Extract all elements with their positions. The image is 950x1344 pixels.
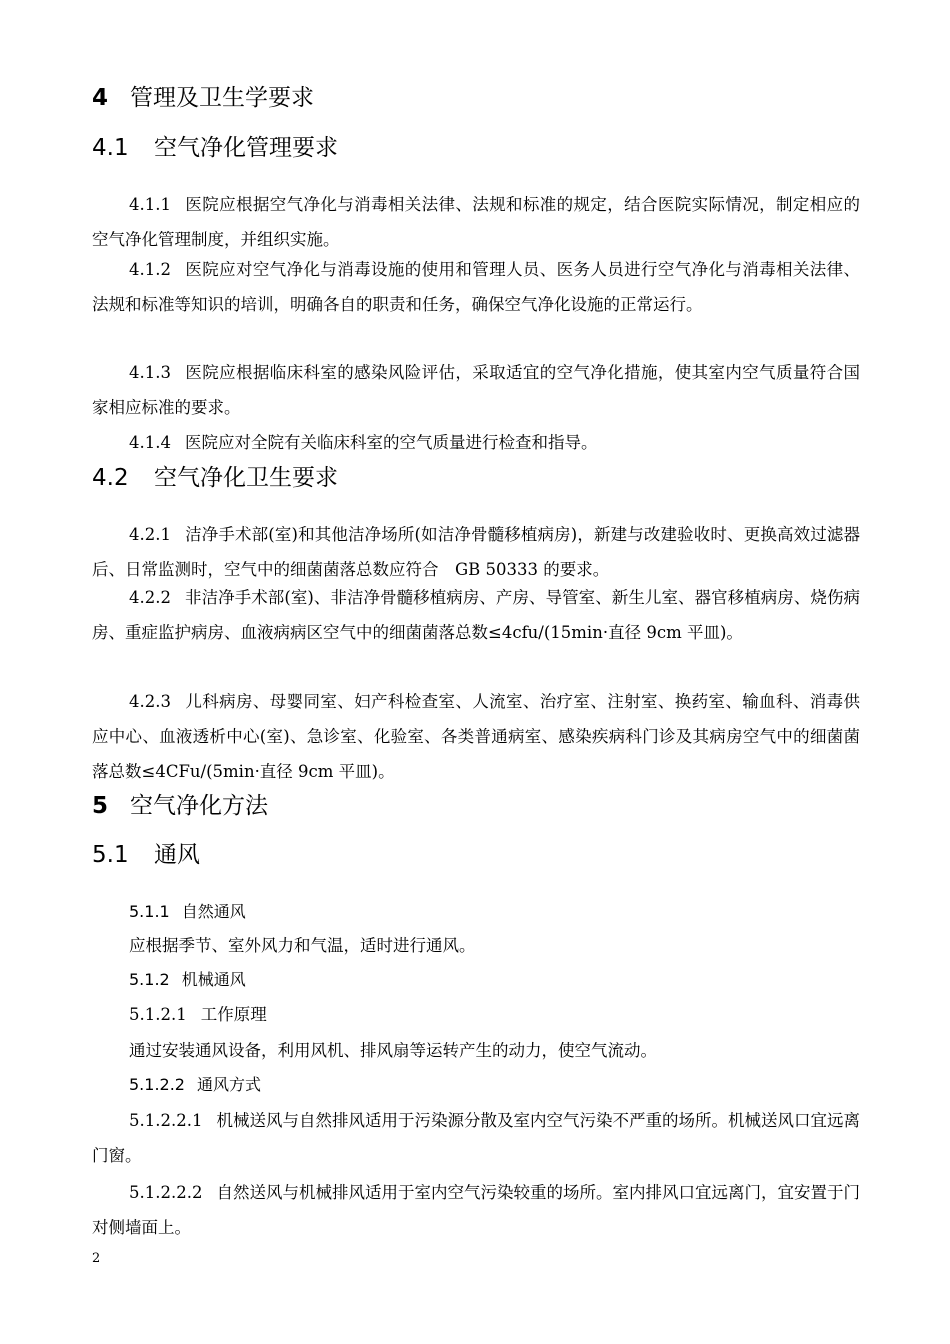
paragraph-4-1-3 [92,355,860,425]
clause-number: 4.2.3 [129,692,171,711]
paragraph-4-2-3 [92,684,860,789]
section-number: 5.1.2.2 [129,1075,185,1094]
section-number: 4.2 [92,465,129,491]
paragraph-4-1-2 [92,252,860,322]
clause-number: 4.1.1 [129,195,171,214]
section-number: 4 [92,85,109,111]
heading-section-5-1 [92,840,200,870]
section-number: 5.1.2 [129,970,170,989]
paragraph-4-1-4 [92,425,860,460]
clause-number: 4.1.3 [129,363,171,382]
clause-number: 4.1.2 [129,260,171,279]
section-title: 空气净化方法 [130,793,268,819]
clause-text: 非洁净手术部(室)、非洁净骨髓移植病房、产房、导管室、新生儿室、器官移植病房、烧伤病房、重症监护病房、血液病病区空气中的细菌菌落总数≤4cfu/(15min·直径 9cm 平皿)。 [92,588,860,642]
section-number: 5.1 [92,842,129,868]
section-number: 5.1.1 [129,902,170,921]
clause-text: 机械送风与自然排风适用于污染源分散及室内空气污染不严重的场所。机械送风口宜远离门窗。 [92,1111,860,1165]
section-number: 5 [92,793,109,819]
paragraph-5-1-2-1 [129,1033,657,1068]
heading-section-5-1-2-2 [129,1073,261,1097]
clause-number: 5.1.2.2.1 [129,1111,203,1130]
section-title: 通风 [154,842,200,868]
clause-number: 5.1.2.2.2 [129,1183,203,1202]
section-number: 5.1.2.1 [129,1005,187,1024]
page-number: 2 [92,1251,101,1266]
clause-text: 医院应根据临床科室的感染风险评估，采取适宜的空气净化措施，使其室内空气质量符合国家相应标准的要求。 [92,363,860,417]
heading-section-4 [92,83,314,113]
heading-section-4-1 [92,133,338,163]
heading-section-5-1-2 [129,968,246,992]
clause-number: 4.1.4 [129,433,171,452]
section-title: 自然通风 [181,902,246,921]
heading-section-5 [92,791,268,821]
section-title: 通风方式 [196,1075,261,1094]
paragraph-5-1-1 [129,928,476,963]
section-number: 4.1 [92,135,129,161]
section-title: 机械通风 [181,970,246,989]
section-title: 空气净化卫生要求 [154,465,338,491]
clause-text: 医院应对全院有关临床科室的空气质量进行检查和指导。 [184,433,598,452]
clause-text: 医院应对空气净化与消毒设施的使用和管理人员、医务人员进行空气净化与消毒相关法律、法规和标准等知识的培训，明确各自的职责和任务，确保空气净化设施的正常运行。 [92,260,860,314]
section-title: 工作原理 [200,1005,267,1024]
paragraph-5-1-2-2-2 [92,1175,860,1245]
paragraph-4-2-1 [92,517,860,587]
clause-text: 通过安装通风设备，利用风机、排风扇等运转产生的动力，使空气流动。 [129,1041,657,1060]
paragraph-5-1-2-2-1 [92,1103,860,1173]
clause-number: 4.2.2 [129,588,171,607]
clause-text: 应根据季节、室外风力和气温，适时进行通风。 [129,936,476,955]
clause-text: 医院应根据空气净化与消毒相关法律、法规和标准的规定，结合医院实际情况，制定相应的空气净化管理制度，并组织实施。 [92,195,860,249]
clause-text: 洁净手术部(室)和其他洁净场所(如洁净骨髓移植病房)，新建与改建验收时、更换高效过滤器后、日常监测时，空气中的细菌菌落总数应符合 GB 50333 的要求。 [92,525,860,579]
clause-text: 自然送风与机械排风适用于室内空气污染较重的场所。室内排风口宜远离门，宜安置于门对侧墙面上。 [92,1183,860,1237]
heading-section-5-1-1 [129,900,246,924]
clause-text: 儿科病房、母婴同室、妇产科检查室、人流室、治疗室、注射室、换药室、输血科、消毒供应中心、血液透析中心(室)、急诊室、化验室、各类普通病室、感染疾病科门诊及其病房空气中的细菌菌落总数≤4CFu/(5min·直径 9cm 平皿)。 [92,692,860,781]
clause-number: 4.2.1 [129,525,171,544]
heading-section-4-2 [92,463,338,493]
section-title: 管理及卫生学要求 [130,85,314,111]
paragraph-4-2-2 [92,580,860,650]
section-title: 空气净化管理要求 [154,135,338,161]
heading-section-5-1-2-1 [129,997,267,1032]
paragraph-4-1-1 [92,187,860,257]
